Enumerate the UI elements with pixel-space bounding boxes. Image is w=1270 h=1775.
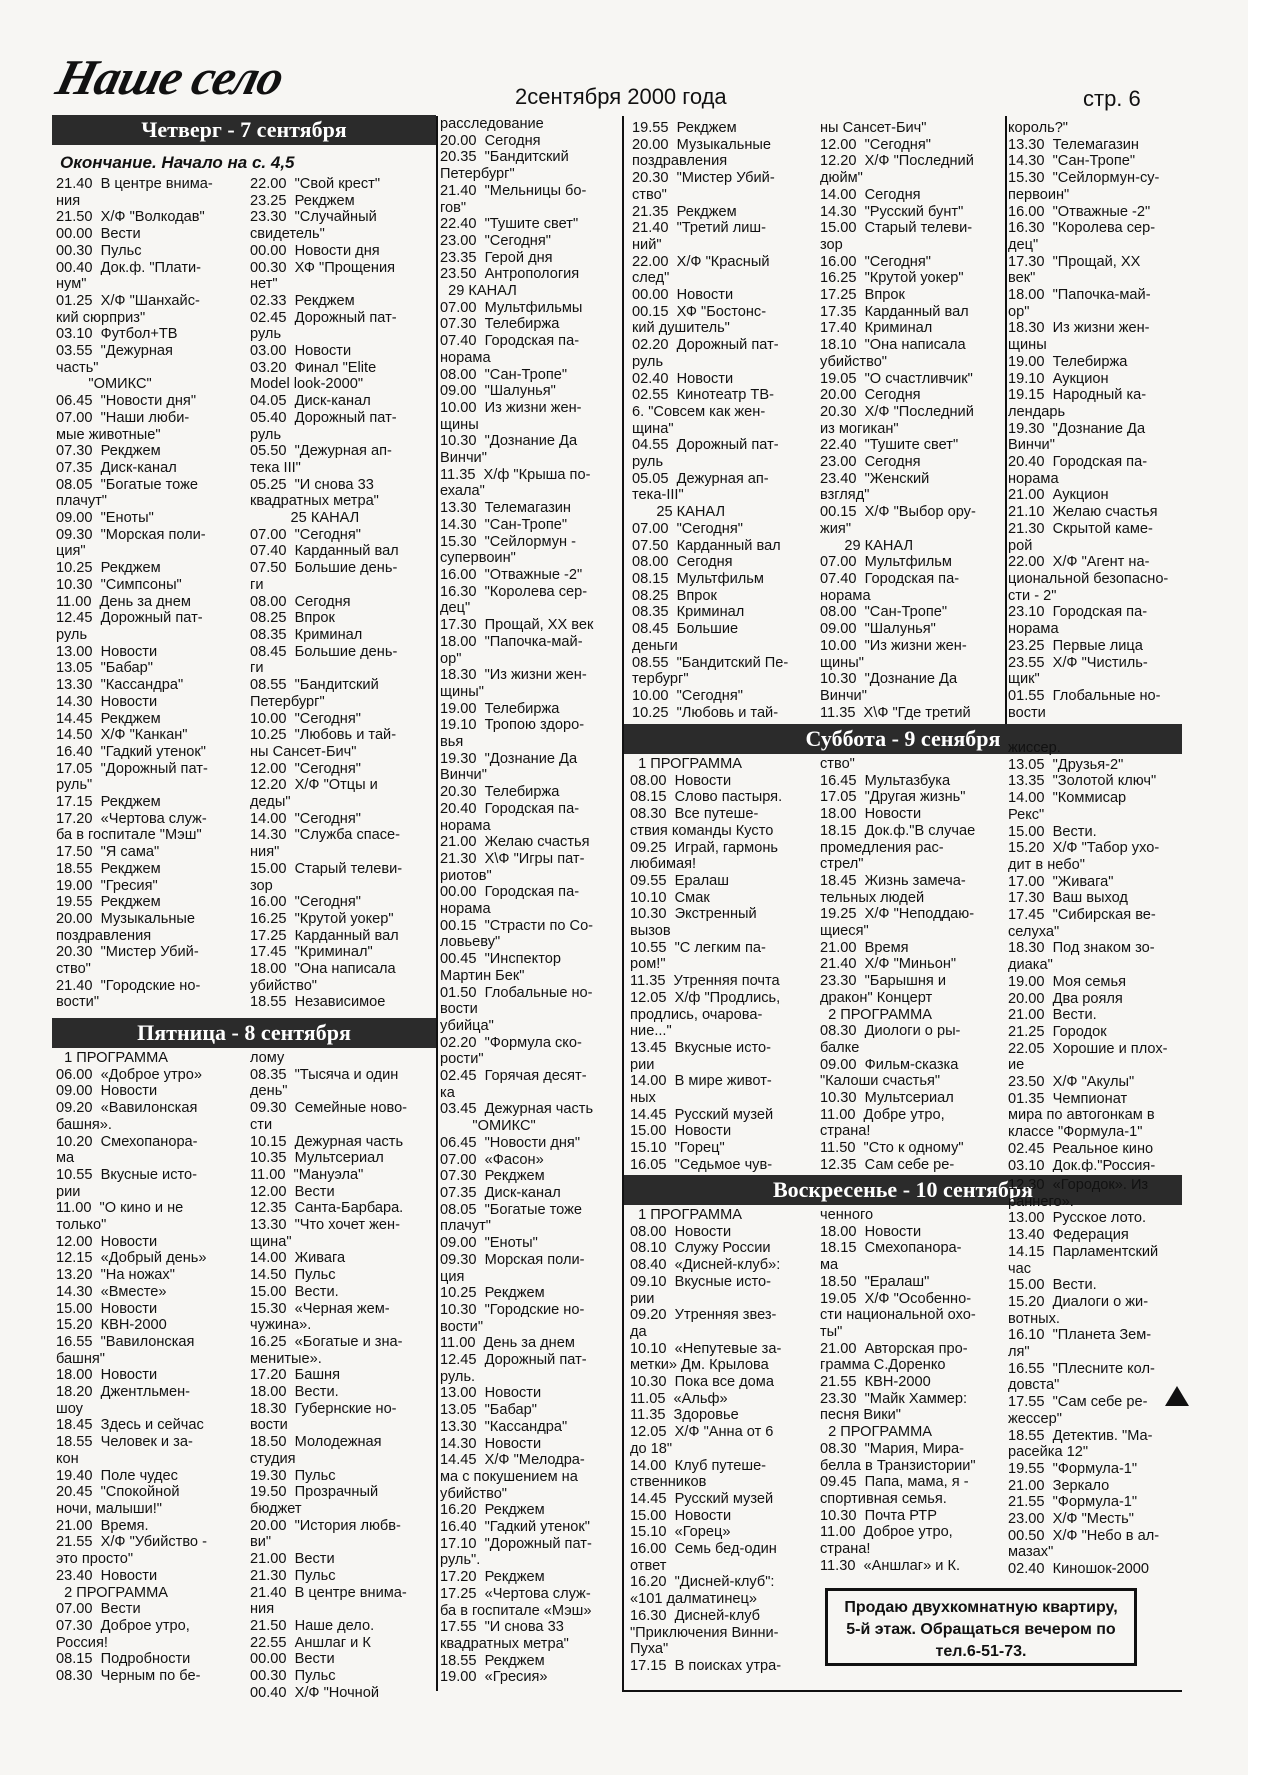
schedule-column: 1 ПРОГРАММА 08.00 Новости 08.10 Служу России 08.40 «Дисней-клуб»: 09.10 Вкусные исто- рии 09.20 Утренняя звез- да 10.10 «Непутевые за- метки» Дм. Крылова 10.30 Пока все дома 11.05 «Альф» 11.35 Здоровье 12.05 Х/Ф "Анна от 6 до 18" 14.00 Клуб путеше- ственников 14.45 Русский музей 15.00 Новости 15.10 «Горец» 16.00 Семь бед-один ответ 16.20 "Дисней-клуб": «101 далматинец» 16.30 Дисней-клуб "Приключения Винни- Пуха" 17.15 В поисках утра- <box>630 1207 782 1674</box>
issue-date: 2сентября 2000 года <box>515 84 727 109</box>
page-number: стр. 6 <box>1083 86 1141 111</box>
schedule-column: жиссер. 13.05 "Друзья-2" 13.35 "Золотой ключ" 14.00 "Коммисар Рекс" 15.00 Вести. 15.20 Х/Ф "Табор ухо- дит в небо" 17.00 "Живага" 17.30 Ваш выход 17.45 "Сибирская ве- селуха" 18.30 Под знаком зо- диака" 19.00 Моя семья 20.00 Два рояля 21.00 Вести. 21.25 Городок 22.05 Хорошие и плох- ие 23.50 Х/Ф "Акулы" 01.35 Чемпионат мира по автогонкам в классе "Формула-1" 02.45 Реальное кино 03.10 Док.ф."Россия- <box>1008 740 1168 1172</box>
column-rule <box>622 116 624 1691</box>
section-rule <box>622 1690 1182 1692</box>
column-rule <box>436 116 438 1691</box>
day-banner-friday: Пятница - 8 сентября <box>52 1018 436 1048</box>
schedule-column: 1 ПРОГРАММА 06.00 «Доброе утро» 09.00 Новости 09.20 «Вавилонская башня». 10.20 Смехопанора- ма 10.55 Вкусные исто- рии 11.00 "О кино и не только" 12.00 Новости 12.15 «Добрый день» 13.20 "На ножах" 14.30 «Вместе» 15.00 Новости 15.20 КВН-2000 16.55 "Вавилонская башня" 18.00 Новости 18.20 Джентльмен- шоу 18.45 Здесь и сейчас 18.55 Человек и за- кон 19.40 Поле чудес 20.45 "Спокойной ночи, малыши!" 21.00 Время. 21.55 Х/Ф "Убийство - это просто" 23.40 Новости 2 ПРОГРАММА 07.00 Вести 07.30 Доброе утро, Россия! 08.15 Подробности 08.30 Черным по бе- <box>56 1050 207 1685</box>
continuation-note: Окончание. Начало на с. 4,5 <box>60 153 295 172</box>
schedule-column: 22.00 "Свой крест" 23.25 Рекджем 23.30 "Случайный свидетель" 00.00 Новости дня 00.30 ХФ "Прощения нет" 02.33 Рекджем 02.45 Дорожный пат- руль 03.00 Новости 03.20 Финал "Elite Model look-2000" 04.05 Диск-канал 05.40 Дорожный пат- руль 05.50 "Дежурная ап- тека III" 05.25 "И снова 33 квадратных метра" 25 КАНАЛ 07.00 "Сегодня" 07.40 Карданный вал 07.50 Большие день- ги 08.00 Сегодня 08.25 Впрок 08.35 Криминал 08.45 Большие день- ги 08.55 "Бандитский Петербург" 10.00 "Сегодня" 10.25 "Любовь и тай- ны Сансет-Бич" 12.00 "Сегодня" 12.20 Х/Ф "Отцы и деды" 14.00 "Сегодня" 14.30 "Служба спасе- ния" 15.00 Старый телеви- зор 16.00 "Сегодня" 16.25 "Крутой уокер" 17.25 Карданный вал 17.45 "Криминал" 18.00 "Она написала убийство" 18.55 Независимое <box>250 176 403 1011</box>
day-banner-thursday: Четверг - 7 сентября <box>52 115 436 145</box>
masthead-logo: Наше село <box>51 49 290 105</box>
schedule-column: 1 ПРОГРАММА 08.00 Новости 08.15 Слово пастыря. 08.30 Все путеше- ствия команды Кусто 09.25 Играй, гармонь любимая! 09.55 Ералаш 10.10 Смак 10.30 Экстренный вызов 10.55 "С легким па- ром!" 11.35 Утренняя почта 12.05 Х/ф "Продлись, продлись, очарова- ние..." 13.45 Вкусные исто- рии 14.00 В мире живот- ных 14.45 Русский музей 15.00 Новости 15.10 "Горец" 16.05 "Седьмое чув- <box>630 756 783 1172</box>
schedule-column: 19.55 Рекджем 20.00 Музыкальные поздравления 20.30 "Мистер Убий- ство" 21.35 Рекджем 21.40 "Третий лиш- ний" 22.00 Х/Ф "Красный след" 00.00 Новости 00.15 ХФ "Бостонс- кий душитель" 02.20 Дорожный пат- руль 02.40 Новости 02.55 Кинотеатр ТВ- 6. "Совсем как жен- щина" 04.55 Дорожный пат- руль 05.05 Дежурная ап- тека-III" 25 КАНАЛ 07.00 "Сегодня" 07.50 Карданный вал 08.00 Сегодня 08.15 Мультфильм 08.25 Впрок 08.35 Криминал 08.45 Большие деньги 08.55 "Бандитский Пе- тербург" 10.00 "Сегодня" 10.25 "Любовь и тай- <box>632 120 789 721</box>
schedule-column: 21.40 В центре внима- ния 21.50 Х/Ф "Волкодав" 00.00 Вести 00.30 Пульс 00.40 Док.ф. "Плати- нум" 01.25 Х/Ф "Шанхайс- кий сюрприз" 03.10 Футбол+ТВ 03.55 "Дежурная часть" "ОМИКС" 06.45 "Новости дня" 07.00 "Наши люби- мые животные" 07.30 Рекджем 07.35 Диск-канал 08.05 "Богатые тоже плачут" 09.00 "Еноты" 09.30 "Морская поли- ция" 10.25 Рекджем 10.30 "Симпсоны" 11.00 День за днем 12.45 Дорожный пат- руль 13.00 Новости 13.05 "Бабар" 13.30 "Кассандра" 14.30 Новости 14.45 Рекджем 14.50 Х/Ф "Канкан" 16.40 "Гадкий утенок" 17.05 "Дорожный пат- руль" 17.15 Рекджем 17.20 «Чертова служ- ба в госпитале "Мэш" 17.50 "Я сама" 18.55 Рекджем 19.00 "Гресия" 19.55 Рекджем 20.00 Музыкальные поздравления 20.30 "Мистер Убий- ство" 21.40 "Городские но- вости" <box>56 176 213 1011</box>
arrow-icon <box>1165 1386 1189 1406</box>
schedule-column: лому 08.35 "Тысяча и один день" 09.30 Семейные ново- сти 10.15 Дежурная часть 10.35 Мультсериал 11.00 "Мануэла" 12.00 Вести 12.35 Санта-Барбара. 13.30 "Что хочет жен- щина" 14.00 Живага 14.50 Пульс 15.00 Вести. 15.30 «Черная жем- чужина». 16.25 «Богатые и зна- менитые». 17.20 Башня 18.00 Вести. 18.30 Губернские но- вости 18.50 Молодежная студия 19.30 Пульс 19.50 Прозрачный бюджет 20.00 "История любв- ви" 21.00 Вести 21.30 Пульс 21.40 В центре внима- ния 21.50 Наше дело. 22.55 Аншлаг и К 00.00 Вести 00.30 Пульс 00.40 Х/Ф "Ночной <box>250 1050 408 1700</box>
schedule-column: расследование 20.00 Сегодня 20.35 "Бандитский Петербург" 21.40 "Мельницы бо- гов" 22.40 "Тушите свет" 23.00 "Сегодня" 23.35 Герой дня 23.50 Антропология 29 КАНАЛ 07.00 Мультфильмы 07.30 Телебиржа 07.40 Городская па- норама 08.00 "Сан-Тропе" 09.00 "Шалунья" 10.00 Из жизни жен- щины 10.30 "Дознание Да Винчи" 11.35 Х/ф "Крыша по- ехала" 13.30 Телемагазин 14.30 "Сан-Тропе" 15.30 "Сейлормун - супервоин" 16.00 "Отважные -2" 16.30 "Королева сер- дец" 17.30 Прощай, XX век 18.00 "Папочка-май- ор" 18.30 "Из жизни жен- щины" 19.00 Телебиржа 19.10 Тропою здоро- вья 19.30 "Дознание Да Винчи" 20.30 Телебиржа 20.40 Городская па- норама 21.00 Желаю счастья 21.30 Х\Ф "Игры пат- риотов" 00.00 Городская па- норама 00.15 "Страсти по Со- ловьеву" 00.45 "Инспектор Мартин Бек" 01.50 Глобальные но- вости убийца" 02.20 "Формула ско- рости" 02.45 Горячая десят- ка 03.45 Дежурная часть "ОМИКС" 06.45 "Новости дня" 07.00 «Фасон» 07.30 Рекджем 07.35 Диск-канал 08.05 "Богатые тоже плачут" 09.00 "Еноты" 09.30 Морская поли- ция 10.25 Рекджем 10.30 "Городские но- вости" 11.00 День за днем 12.45 Дорожный пат- руль. 13.00 Новости 13.05 "Бабар" 13.30 "Кассандра" 14.30 Новости 14.45 Х/Ф "Мелодра- ма с покушением на убийство" 16.20 Рекджем 16.40 "Гадкий утенок" 17.10 "Дорожный пат- руль". 17.20 Рекджем 17.25 «Чертова служ- ба в госпитале «Мэш» 17.55 "И снова 33 квадратных метра" 18.55 Рекджем 19.00 «Гресия» <box>440 116 594 1686</box>
day-banner-sunday: Воскресенье - 10 сентября <box>624 1175 1182 1205</box>
schedule-column: ченного 18.00 Новости 18.15 Смехопанора- ма 18.50 "Ералаш" 19.05 Х/Ф "Особенно- сти национальной охо- ты" 21.00 Авторская про- грамма С.Доренко 21.55 КВН-2000 23.30 "Майк Хаммер: песня Вики" 2 ПРОГРАММА 08.30 "Мария, Мира- белла в Транзистории" 09.45 Папа, мама, я - спортивная семья. 10.30 Почта РТР 11.00 Доброе утро, страна! 11.30 «Аншлаг» и К. <box>820 1207 976 1574</box>
column-rule <box>1005 116 1007 728</box>
schedule-column: 12.30 «Городок». Из раннего». 13.00 Русское лото. 13.40 Федерация 14.15 Парламентский час 15.00 Вести. 15.20 Диалоги о жи- вотных. 16.10 "Планета Зем- ля" 16.55 "Плесните кол- довста" 17.55 "Сам себе ре- жессер" 18.55 Детектив. "Ма- расейка 12" 19.55 "Формула-1" 21.00 Зеркало 21.55 "Формула-1" 23.00 Х/Ф "Месть" 00.50 Х/Ф "Небо в ал- мазах" 02.40 Киношок-2000 <box>1008 1177 1160 1578</box>
schedule-column: ство" 16.45 Мультазбука 17.05 "Другая жизнь" 18.00 Новости 18.15 Док.ф."В случае промедления рас- стрел" 18.45 Жизнь замеча- тельных людей 19.25 Х/Ф "Неподдаю- щиеся" 21.00 Время 21.40 Х/Ф "Миньон" 23.30 "Барышня и дракон" Концерт 2 ПРОГРАММА 08.30 Диологи о ры- балке 09.00 Фильм-сказка "Калоши счастья" 10.30 Мультсериал 11.00 Добре утро, страна! 11.50 "Сто к одному" 12.35 Сам себе ре- <box>820 756 976 1172</box>
classified-ad: Продаю двухкомнатную квартиру, 5-й этаж. Обращаться вечером по тел.6-51-73. <box>825 1588 1137 1666</box>
day-banner-saturday: Суббота - 9 сенября <box>624 724 1182 754</box>
schedule-column: ны Сансет-Бич" 12.00 "Сегодня" 12.20 Х/Ф "Последний дюйм" 14.00 Сегодня 14.30 "Русский бунт" 15.00 Старый телеви- зор 16.00 "Сегодня" 16.25 "Крутой уокер" 17.25 Впрок 17.35 Карданный вал 17.40 Криминал 18.10 "Она написала убийство" 19.05 "О счастливчик" 20.00 Сегодня 20.30 Х/Ф "Последний из могикан" 22.40 "Тушите свет" 23.00 Сегодня 23.40 "Женский взгляд" 00.15 Х/Ф "Выбор ору- жия" 29 КАНАЛ 07.00 Мультфильм 07.40 Городская па- норама 08.00 "Сан-Тропе" 09.00 "Шалунья" 10.00 "Из жизни жен- щины" 10.30 "Дознание Да Винчи" 11.35 Х\Ф "Где третий <box>820 120 976 721</box>
schedule-column: король?" 13.30 Телемагазин 14.30 "Сан-Тропе" 15.30 "Сейлормун-су- первоин" 16.00 "Отважные -2" 16.30 "Королева сер- дец" 17.30 "Прощай, XX век" 18.00 "Папочка-май- ор" 18.30 Из жизни жен- щины 19.00 Телебиржа 19.10 Аукцион 19.15 Народный ка- лендарь 19.30 "Дознание Да Винчи" 20.40 Городская па- норама 21.00 Аукцион 21.10 Желаю счастья 21.30 Скрытой каме- рой 22.00 Х/Ф "Агент на- циональной безопасно- сти - 2" 23.10 Городская па- норама 23.25 Первые лица 23.55 Х/Ф "Чистиль- щик" 01.55 Глобальные но- вости <box>1008 120 1169 721</box>
